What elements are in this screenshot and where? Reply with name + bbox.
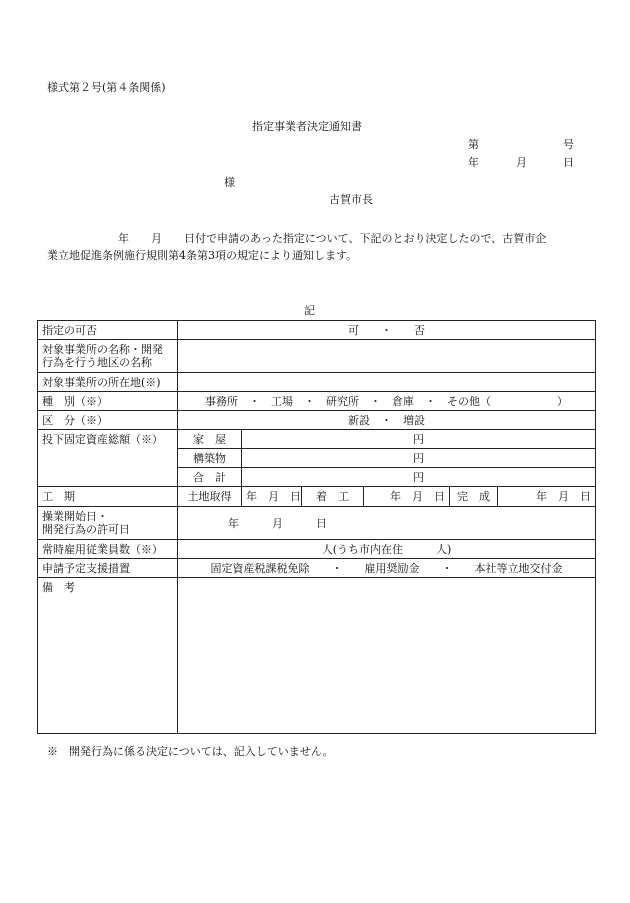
ki-heading: 記 [304,304,315,317]
issuer-name: 古賀市長 [329,193,373,206]
value-type: 事務所 ・ 工場 ・ 研究所 ・ 倉庫 ・ その他（ ） [178,392,596,411]
label-employees: 常時雇用従業員数（※） [38,540,178,559]
period-start-date: 年 月 日 [364,487,450,507]
value-shitei: 可 ・ 否 [178,321,596,340]
value-name [178,340,596,373]
label-operation [38,507,178,540]
value-operation: 年 月 日 [178,507,596,540]
value-location [178,373,596,392]
date-month-label: 月 [516,156,527,169]
period-land-label: 土地取得 [178,487,242,507]
number-suffix: 号 [563,138,574,151]
row-type [38,392,596,411]
label-remarks: 備 考 [38,578,178,734]
row-location [38,373,596,392]
label-name-line1: 対象事業所の名称・開発 [42,343,163,356]
date-year-label: 年 [468,156,479,169]
period-land-date: 年 月 日 [242,487,302,507]
footnote: ※ 開発行為に係る決定については、記入していません。 [47,745,334,758]
invest-item-unit: 円 [242,449,596,468]
period-start-label: 着 工 [302,487,364,507]
row-employees [38,540,596,559]
value-support: 固定資産税課税免除 ・ 雇用奨励金 ・ 本社等立地交付金 [178,559,596,578]
label-period: 工 期 [38,487,178,507]
row-support [38,559,596,578]
number-prefix: 第 [468,138,479,151]
label-support: 申請予定支援措置 [38,559,178,578]
invest-item-name: 家 屋 [178,430,242,449]
period-finish-date: 年 月 日 [498,487,596,507]
label-operation-line2: 開発行為の許可日 [42,523,130,536]
value-kubun: 新設 ・ 増設 [178,411,596,430]
label-shitei: 指定の可否 [38,321,178,340]
invest-item-name: 構築物 [178,449,242,468]
label-invest: 投下固定資産総額（※） [38,430,178,487]
label-operation-line1: 操業開始日・ [42,510,108,523]
label-kubun: 区 分（※） [38,411,178,430]
label-type: 種 別（※） [38,392,178,411]
invest-item-unit: 円 [242,468,596,487]
value-remarks [178,578,596,734]
addressee-suffix: 様 [224,176,235,189]
body-text-line1: 年 月 日付で申請のあった指定について、下記のとおり決定したので、古賀市企 [118,232,547,245]
row-shitei [38,321,596,340]
label-location: 対象事業所の所在地(※) [38,373,178,392]
form-number: 様式第２号(第４条関係) [47,81,166,94]
label-name [38,340,178,373]
invest-item-unit: 円 [242,430,596,449]
label-name-line2: 行為を行う地区の名称 [42,356,152,369]
row-kubun [38,411,596,430]
body-text-line2: 業立地促進条例施行規則第4条第3項の規定により通知します。 [47,249,358,262]
period-finish-label: 完 成 [450,487,498,507]
value-employees: 人(うち市内在住 人) [178,540,596,559]
decision-table [37,320,596,734]
row-name [38,340,596,373]
row-period [38,487,596,507]
row-invest-1 [38,430,596,449]
document-title: 指定事業者決定通知書 [252,120,362,133]
date-day-label: 日 [563,156,574,169]
row-remarks [38,578,596,734]
invest-item-name: 合 計 [178,468,242,487]
row-operation [38,507,596,540]
